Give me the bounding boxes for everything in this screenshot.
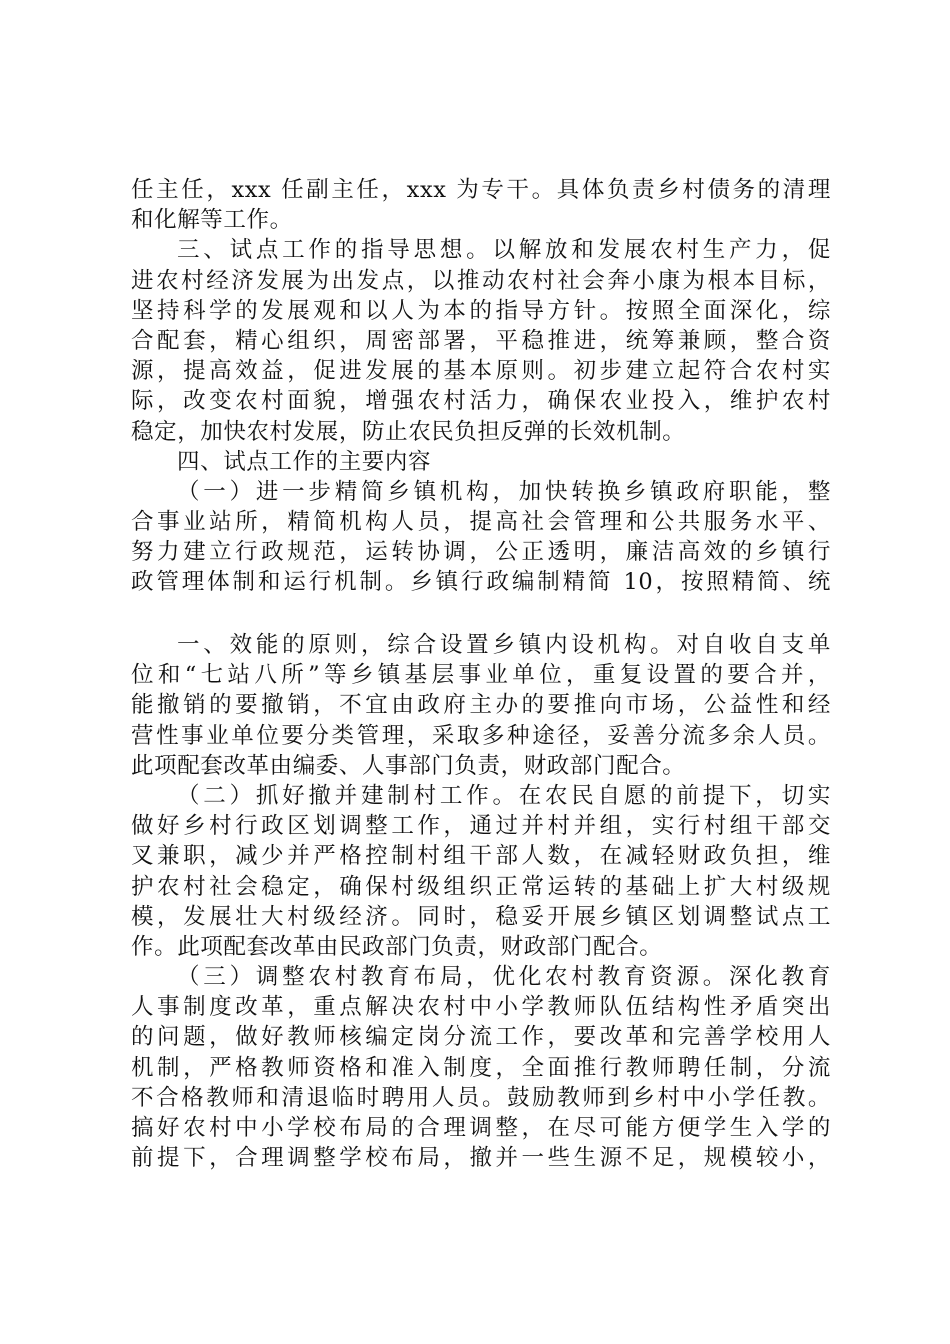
text-block-lower bbox=[131, 630, 831, 1173]
text-block-upper bbox=[131, 175, 831, 598]
paragraph-line: 此项配套改革由编委、人事部门负责，财政部门配合。 bbox=[131, 752, 686, 779]
paragraph-line: 作。此项配套改革由民政部门负责，财政部门配合。 bbox=[131, 933, 663, 960]
paragraph-line: 叉兼职，减少并严格控制村组干部人数，在减轻财政负担，维 bbox=[131, 843, 831, 870]
paragraph-line: 搞好农村中小学校布局的合理调整，在尽可能方便学生入学的 bbox=[131, 1115, 831, 1141]
paragraph-line: 的问题，做好教师核编定岗分流工作，要改革和完善学校用人 bbox=[131, 1024, 831, 1051]
paragraph-line: 做好乡村行政区划调整工作，通过并村并组，实行村组干部交 bbox=[131, 813, 831, 840]
paragraph-line: 护农村社会稳定，确保村级组织正常运转的基础上扩大村级规 bbox=[131, 873, 831, 900]
paragraph-line: （二）抓好撤并建制村工作。在农民自愿的前提下，切实 bbox=[177, 782, 831, 809]
paragraph-line: 能撤销的要撤销，不宜由政府主办的要推向市场，公益性和经 bbox=[131, 692, 831, 719]
paragraph-line: 合事业站所，精简机构人员，提高社会管理和公共服务水平、 bbox=[131, 509, 831, 536]
paragraph-line: 营性事业单位要分类管理，采取多种途径，妥善分流多余人员。 bbox=[131, 722, 831, 749]
paragraph-line: 稳定，加快农村发展，防止农民负担反弹的长效机制。 bbox=[131, 418, 686, 445]
paragraph-line: 人事制度改革，重点解决农村中小学教师队伍结构性矛盾突出 bbox=[131, 994, 831, 1021]
paragraph-line: （一）进一步精简乡镇机构，加快转换乡镇政府职能，整 bbox=[177, 478, 831, 505]
paragraph-line: 前提下，合理调整学校布局，撤并一些生源不足，规模较小， bbox=[131, 1145, 831, 1172]
paragraph-line: 模，发展壮大村级经济。同时，稳妥开展乡镇区划调整试点工 bbox=[131, 903, 831, 930]
paragraph-line: 一、效能的原则，综合设置乡镇内设机构。对自收自支单 bbox=[177, 632, 831, 658]
paragraph-line: 任主任，xxx 任副主任，xxx 为专干。具体负责乡村债务的清理 bbox=[131, 177, 831, 203]
paragraph-line: 际，改变农村面貌，增强农村活力，确保农业投入，维护农村 bbox=[131, 388, 831, 415]
paragraph-line: 机制，严格教师资格和准入制度，全面推行教师聘任制，分流 bbox=[131, 1054, 831, 1081]
paragraph-line: 合配套，精心组织，周密部署，平稳推进，统筹兼顾，整合资 bbox=[131, 327, 831, 354]
paragraph-line: 三、试点工作的指导思想。以解放和发展农村生产力，促 bbox=[177, 237, 831, 264]
paragraph-line: （三）调整农村教育布局，优化农村教育资源。深化教育 bbox=[177, 964, 831, 991]
paragraph-line: 和化解等工作。 bbox=[131, 207, 293, 234]
paragraph-line: 坚持科学的发展观和以人为本的指导方针。按照全面深化，综 bbox=[131, 297, 831, 324]
paragraph-line: 努力建立行政规范，运转协调，公正透明，廉洁高效的乡镇行 bbox=[131, 539, 831, 566]
paragraph-line: 位和“七站八所”等乡镇基层事业单位，重复设置的要合并， bbox=[131, 662, 831, 689]
paragraph-line: 进农村经济发展为出发点，以推动农村社会奔小康为根本目标， bbox=[131, 267, 831, 294]
paragraph-line: 不合格教师和清退临时聘用人员。鼓励教师到乡村中小学任教。 bbox=[131, 1084, 831, 1111]
paragraph-line: 源，提高效益，促进发展的基本原则。初步建立起符合农村实 bbox=[131, 358, 831, 385]
paragraph-line: 政管理体制和运行机制。乡镇行政编制精简 10，按照精简、统 bbox=[131, 569, 831, 596]
paragraph-line: 四、试点工作的主要内容 bbox=[177, 448, 432, 475]
